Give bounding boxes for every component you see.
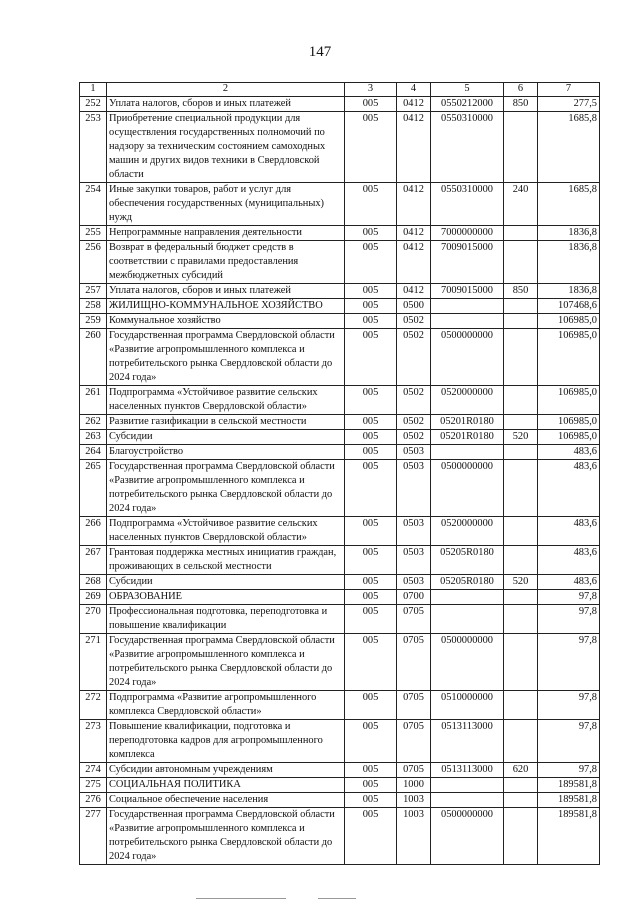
row-col-7-amount: 106985,0	[538, 386, 600, 415]
row-number: 264	[80, 445, 107, 460]
row-number: 262	[80, 415, 107, 430]
row-col-5: 0500000000	[431, 460, 504, 517]
row-col-7-amount: 97,8	[538, 605, 600, 634]
table-row	[80, 97, 600, 112]
row-col-7-amount: 107468,6	[538, 299, 600, 314]
row-col-4: 0412	[397, 97, 431, 112]
row-name: Грантовая поддержка местных инициатив граждан, проживающих в сельской местности	[107, 546, 345, 575]
header-row	[80, 83, 600, 97]
row-col-7-amount: 97,8	[538, 720, 600, 763]
row-number: 265	[80, 460, 107, 517]
row-name: Государственная программа Свердловской области «Развитие агропромышленного комплекса и потребительского рынка Свердловской области до 2024 года»	[107, 634, 345, 691]
row-col-3: 005	[345, 415, 397, 430]
row-col-7-amount: 106985,0	[538, 329, 600, 386]
row-number: 258	[80, 299, 107, 314]
row-col-6	[504, 299, 538, 314]
row-col-6	[504, 778, 538, 793]
row-number: 260	[80, 329, 107, 386]
row-col-4: 1003	[397, 793, 431, 808]
row-col-3: 005	[345, 605, 397, 634]
row-col-4: 0502	[397, 386, 431, 415]
row-col-6: 620	[504, 763, 538, 778]
row-col-7-amount: 1685,8	[538, 183, 600, 226]
row-col-7-amount: 97,8	[538, 634, 600, 691]
row-number: 270	[80, 605, 107, 634]
row-col-3: 005	[345, 430, 397, 445]
table-row	[80, 445, 600, 460]
row-number: 273	[80, 720, 107, 763]
row-col-6	[504, 546, 538, 575]
row-col-4: 0503	[397, 445, 431, 460]
row-col-6: 240	[504, 183, 538, 226]
row-col-3: 005	[345, 299, 397, 314]
row-name: Подпрограмма «Устойчивое развитие сельских населенных пунктов Свердловской области»	[107, 386, 345, 415]
row-col-3: 005	[345, 634, 397, 691]
budget-table	[79, 82, 600, 865]
row-number: 254	[80, 183, 107, 226]
table-row	[80, 778, 600, 793]
row-number: 257	[80, 284, 107, 299]
table-row	[80, 605, 600, 634]
row-col-7-amount: 1836,8	[538, 241, 600, 284]
header-col-7: 7	[538, 83, 600, 97]
row-col-4: 0705	[397, 720, 431, 763]
row-col-3: 005	[345, 793, 397, 808]
table-row	[80, 793, 600, 808]
table-row	[80, 691, 600, 720]
table-row	[80, 430, 600, 445]
row-name: Непрограммные направления деятельности	[107, 226, 345, 241]
row-number: 267	[80, 546, 107, 575]
row-col-5: 0500000000	[431, 634, 504, 691]
scan-edge-line	[318, 898, 356, 899]
table-row	[80, 808, 600, 865]
row-col-3: 005	[345, 460, 397, 517]
row-name: Субсидии автономным учреждениям	[107, 763, 345, 778]
row-col-6	[504, 241, 538, 284]
row-number: 255	[80, 226, 107, 241]
row-name: СОЦИАЛЬНАЯ ПОЛИТИКА	[107, 778, 345, 793]
row-col-3: 005	[345, 241, 397, 284]
row-col-7-amount: 189581,8	[538, 808, 600, 865]
row-col-4: 0412	[397, 241, 431, 284]
table-row	[80, 183, 600, 226]
table-row	[80, 720, 600, 763]
header-col-3: 3	[345, 83, 397, 97]
row-col-6	[504, 460, 538, 517]
row-col-7-amount: 277,5	[538, 97, 600, 112]
row-col-5	[431, 445, 504, 460]
row-col-5: 0513113000	[431, 720, 504, 763]
row-name: Подпрограмма «Развитие агропромышленного комплекса Свердловской области»	[107, 691, 345, 720]
row-col-5: 05201R0180	[431, 415, 504, 430]
row-col-3: 005	[345, 778, 397, 793]
row-number: 272	[80, 691, 107, 720]
row-col-5: 0500000000	[431, 808, 504, 865]
row-number: 266	[80, 517, 107, 546]
row-col-6: 520	[504, 575, 538, 590]
row-number: 269	[80, 590, 107, 605]
row-col-7-amount: 97,8	[538, 691, 600, 720]
row-number: 263	[80, 430, 107, 445]
row-number: 259	[80, 314, 107, 329]
row-name: Повышение квалификации, подготовка и переподготовка кадров для агропромышленного комплекса	[107, 720, 345, 763]
row-col-5	[431, 590, 504, 605]
row-number: 275	[80, 778, 107, 793]
table-row	[80, 241, 600, 284]
row-col-4: 0500	[397, 299, 431, 314]
row-col-5	[431, 778, 504, 793]
row-col-3: 005	[345, 763, 397, 778]
row-col-3: 005	[345, 546, 397, 575]
row-col-6: 520	[504, 430, 538, 445]
row-col-7-amount: 106985,0	[538, 314, 600, 329]
row-col-5: 0513113000	[431, 763, 504, 778]
row-col-3: 005	[345, 97, 397, 112]
row-name: Уплата налогов, сборов и иных платежей	[107, 284, 345, 299]
header-col-4: 4	[397, 83, 431, 97]
row-col-4: 0502	[397, 314, 431, 329]
row-col-4: 0412	[397, 183, 431, 226]
row-col-6	[504, 386, 538, 415]
row-col-3: 005	[345, 445, 397, 460]
row-col-7-amount: 1836,8	[538, 226, 600, 241]
row-col-4: 0502	[397, 430, 431, 445]
table-row	[80, 763, 600, 778]
row-col-4: 0705	[397, 763, 431, 778]
row-col-7-amount: 106985,0	[538, 430, 600, 445]
page-number: 147	[308, 44, 332, 60]
row-col-6: 850	[504, 97, 538, 112]
row-col-4: 0503	[397, 460, 431, 517]
row-col-7-amount: 1836,8	[538, 284, 600, 299]
row-col-7-amount: 189581,8	[538, 793, 600, 808]
table-row	[80, 634, 600, 691]
row-col-7-amount: 483,6	[538, 517, 600, 546]
row-col-5: 7009015000	[431, 241, 504, 284]
row-name: Благоустройство	[107, 445, 345, 460]
row-col-7-amount: 1685,8	[538, 112, 600, 183]
row-name: Иные закупки товаров, работ и услуг для обеспечения государственных (муниципальных) нужд	[107, 183, 345, 226]
row-col-6	[504, 445, 538, 460]
row-col-5: 0550310000	[431, 183, 504, 226]
row-col-5: 05205R0180	[431, 546, 504, 575]
table-row	[80, 460, 600, 517]
row-name: ОБРАЗОВАНИЕ	[107, 590, 345, 605]
row-col-3: 005	[345, 314, 397, 329]
row-col-5: 0510000000	[431, 691, 504, 720]
row-col-7-amount: 483,6	[538, 546, 600, 575]
row-col-5: 0520000000	[431, 386, 504, 415]
row-col-5: 05205R0180	[431, 575, 504, 590]
row-col-3: 005	[345, 691, 397, 720]
row-col-5: 0550310000	[431, 112, 504, 183]
table-row	[80, 329, 600, 386]
table-row	[80, 415, 600, 430]
row-col-4: 0705	[397, 634, 431, 691]
row-col-4: 1000	[397, 778, 431, 793]
row-col-5	[431, 314, 504, 329]
row-col-6	[504, 590, 538, 605]
table-row	[80, 517, 600, 546]
row-number: 271	[80, 634, 107, 691]
row-col-4: 0503	[397, 546, 431, 575]
table-body	[80, 97, 600, 865]
table-row	[80, 299, 600, 314]
row-col-4: 0705	[397, 691, 431, 720]
row-col-7-amount: 483,6	[538, 445, 600, 460]
row-col-6	[504, 808, 538, 865]
row-col-4: 0700	[397, 590, 431, 605]
table-row	[80, 226, 600, 241]
row-col-3: 005	[345, 226, 397, 241]
row-name: Профессиональная подготовка, переподготовка и повышение квалификации	[107, 605, 345, 634]
row-col-6	[504, 314, 538, 329]
row-col-4: 0412	[397, 226, 431, 241]
row-name: Приобретение специальной продукции для осуществления государственных полномочий по надзору за техническим состоянием самоходных машин и других видов техники в Свердловской области	[107, 112, 345, 183]
row-name: Государственная программа Свердловской области «Развитие агропромышленного комплекса и потребительского рынка Свердловской области до 2024 года»	[107, 329, 345, 386]
row-col-3: 005	[345, 284, 397, 299]
row-col-7-amount: 97,8	[538, 763, 600, 778]
table-row	[80, 386, 600, 415]
row-number: 253	[80, 112, 107, 183]
table-row	[80, 284, 600, 299]
row-col-7-amount: 483,6	[538, 575, 600, 590]
row-col-4: 0503	[397, 517, 431, 546]
row-number: 268	[80, 575, 107, 590]
row-col-6	[504, 329, 538, 386]
row-col-6	[504, 720, 538, 763]
row-col-3: 005	[345, 517, 397, 546]
table-row	[80, 314, 600, 329]
row-col-7-amount: 483,6	[538, 460, 600, 517]
row-col-7-amount: 97,8	[538, 590, 600, 605]
row-number: 277	[80, 808, 107, 865]
row-name: Субсидии	[107, 430, 345, 445]
scan-edge-line	[196, 898, 286, 899]
table-row	[80, 590, 600, 605]
row-col-4: 0705	[397, 605, 431, 634]
row-col-5	[431, 299, 504, 314]
row-col-6	[504, 226, 538, 241]
row-name: Государственная программа Свердловской области «Развитие агропромышленного комплекса и потребительского рынка Свердловской области до 2024 года»	[107, 808, 345, 865]
table-row	[80, 575, 600, 590]
row-number: 276	[80, 793, 107, 808]
row-col-3: 005	[345, 590, 397, 605]
row-col-3: 005	[345, 329, 397, 386]
row-number: 252	[80, 97, 107, 112]
row-name: Субсидии	[107, 575, 345, 590]
row-number: 256	[80, 241, 107, 284]
row-name: Возврат в федеральный бюджет средств в соответствии с правилами предоставления межбюджетных субсидий	[107, 241, 345, 284]
row-col-3: 005	[345, 386, 397, 415]
row-col-3: 005	[345, 808, 397, 865]
row-col-6	[504, 112, 538, 183]
row-name: Государственная программа Свердловской области «Развитие агропромышленного комплекса и потребительского рынка Свердловской области до 2024 года»	[107, 460, 345, 517]
row-col-5	[431, 793, 504, 808]
row-col-5: 0500000000	[431, 329, 504, 386]
row-col-5	[431, 605, 504, 634]
header-col-6: 6	[504, 83, 538, 97]
row-col-6	[504, 517, 538, 546]
row-col-4: 0503	[397, 575, 431, 590]
row-col-3: 005	[345, 575, 397, 590]
row-name: Коммунальное хозяйство	[107, 314, 345, 329]
row-name: Подпрограмма «Устойчивое развитие сельских населенных пунктов Свердловской области»	[107, 517, 345, 546]
row-col-4: 0412	[397, 112, 431, 183]
row-col-5: 05201R0180	[431, 430, 504, 445]
row-col-7-amount: 189581,8	[538, 778, 600, 793]
row-col-3: 005	[345, 112, 397, 183]
row-col-3: 005	[345, 720, 397, 763]
row-col-4: 0502	[397, 329, 431, 386]
row-col-6	[504, 415, 538, 430]
row-col-7-amount: 106985,0	[538, 415, 600, 430]
table-row	[80, 546, 600, 575]
row-col-6	[504, 793, 538, 808]
row-col-5: 7009015000	[431, 284, 504, 299]
row-name: Развитие газификации в сельской местности	[107, 415, 345, 430]
row-col-6	[504, 605, 538, 634]
row-col-4: 0502	[397, 415, 431, 430]
row-col-5: 0520000000	[431, 517, 504, 546]
row-name: Социальное обеспечение населения	[107, 793, 345, 808]
row-col-3: 005	[345, 183, 397, 226]
row-col-5: 0550212000	[431, 97, 504, 112]
header-col-5: 5	[431, 83, 504, 97]
row-col-6: 850	[504, 284, 538, 299]
row-col-5: 7000000000	[431, 226, 504, 241]
row-number: 274	[80, 763, 107, 778]
row-col-6	[504, 634, 538, 691]
row-col-4: 1003	[397, 808, 431, 865]
row-name: Уплата налогов, сборов и иных платежей	[107, 97, 345, 112]
row-name: ЖИЛИЩНО-КОММУНАЛЬНОЕ ХОЗЯЙСТВО	[107, 299, 345, 314]
row-number: 261	[80, 386, 107, 415]
header-col-2: 2	[107, 83, 345, 97]
row-col-6	[504, 691, 538, 720]
row-col-4: 0412	[397, 284, 431, 299]
header-col-1: 1	[80, 83, 107, 97]
table-row	[80, 112, 600, 183]
